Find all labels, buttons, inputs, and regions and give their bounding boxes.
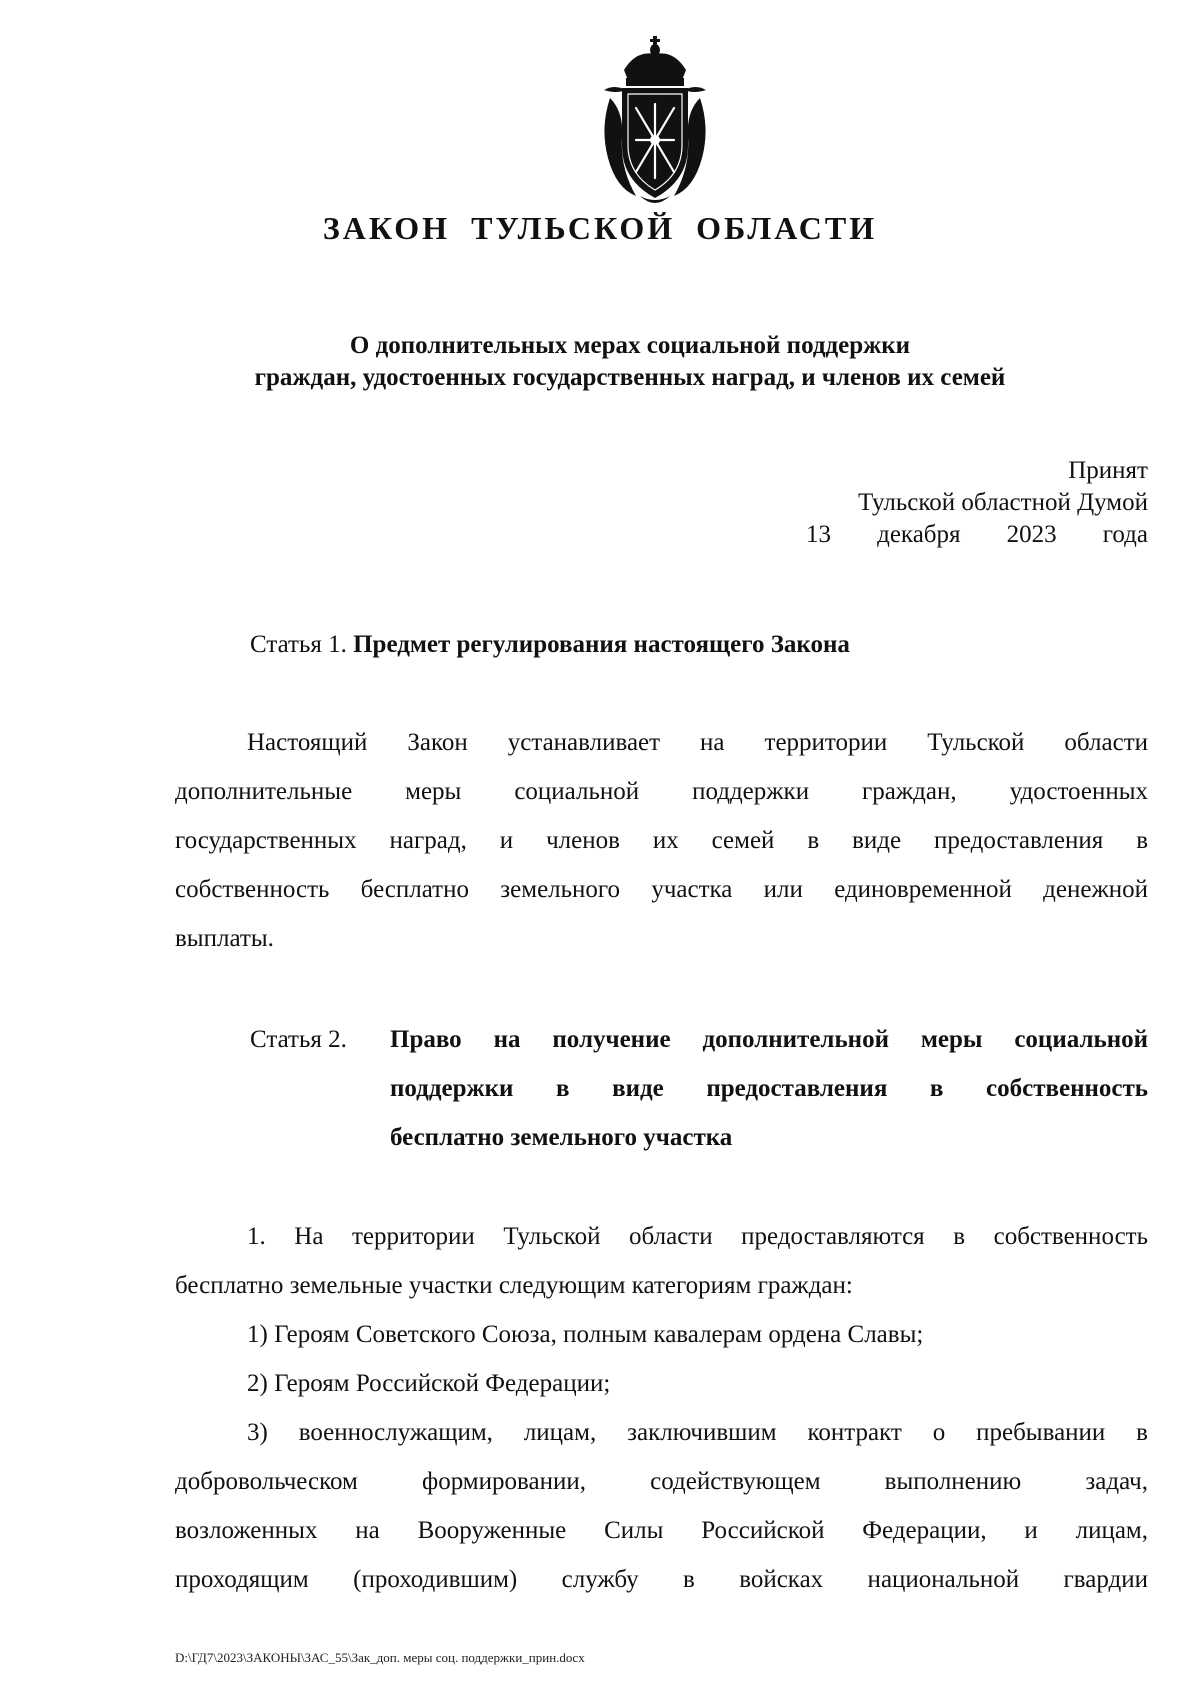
adoption-day: 13 — [806, 521, 831, 548]
text-line: 1. На территории Тульской области предоставляются в собственность — [247, 1223, 1148, 1250]
file-path-footer: D:\ГД7\2023\ЗАКОНЫ\ЗАС_55\Зак_доп. меры соц. поддержки_прин.docx — [175, 1650, 585, 1665]
text-line: Настоящий Закон устанавливает на территории Тульской области — [247, 729, 1148, 756]
list-item-3-line: проходящим (проходившим) службу в войсках национальной гвардии — [175, 1566, 1148, 1593]
adopted-by: Тульской областной Думой — [857, 489, 1148, 516]
adopted-label: Принят — [1068, 457, 1148, 484]
adoption-block — [728, 455, 1148, 551]
list-item-3-line: возложенных на Вооруженные Силы Российской Федерации, и лицам, — [175, 1517, 1148, 1544]
article-1-title: Предмет регулирования настоящего Закона — [353, 631, 850, 658]
list-item-3-line: добровольческом формировании, содействующем выполнению задач, — [175, 1468, 1148, 1495]
list-item-2: 2) Героям Российской Федерации; — [247, 1370, 611, 1397]
adoption-month: декабря — [877, 521, 961, 548]
law-name — [150, 330, 1110, 394]
article-1-text — [175, 718, 1148, 963]
text-line: бесплатно земельные участки следующим категориям граждан: — [175, 1272, 853, 1299]
article-2-title — [390, 1015, 1148, 1162]
article-2-prefix: Статья 2. — [250, 1026, 347, 1053]
list-item-3-line: 3) военнослужащим, лицам, заключившим контракт о пребывании в — [247, 1419, 1148, 1446]
law-name-line: О дополнительных мерах социальной поддержки — [349, 332, 911, 359]
article-2-clause-1 — [175, 1212, 1148, 1604]
law-name-line: граждан, удостоенных государственных наград, и членов их семей — [254, 364, 1006, 391]
adoption-date — [806, 519, 1148, 551]
adoption-year-suffix: года — [1102, 521, 1148, 548]
coat-of-arms-emblem — [596, 28, 714, 210]
law-title: ЗАКОН ТУЛЬСКОЙ ОБЛАСТИ — [322, 210, 878, 246]
title-line: Право на получение дополнительной меры социальной — [390, 1026, 1148, 1053]
title-line: бесплатно земельного участка — [390, 1124, 733, 1151]
adoption-year: 2023 — [1006, 521, 1057, 548]
text-line: собственность бесплатно земельного участка или единовременной денежной — [175, 876, 1148, 903]
title-line: поддержки в виде предоставления в собственность — [390, 1075, 1148, 1102]
article-1-prefix: Статья 1. — [250, 631, 347, 658]
article-1-heading — [250, 620, 850, 669]
text-line: государственных наград, и членов их семей в виде предоставления в — [175, 827, 1148, 854]
text-line: выплаты. — [175, 925, 274, 952]
list-item-1: 1) Героям Советского Союза, полным кавалерам ордена Славы; — [247, 1321, 924, 1348]
text-line: дополнительные меры социальной поддержки граждан, удостоенных — [175, 778, 1148, 805]
